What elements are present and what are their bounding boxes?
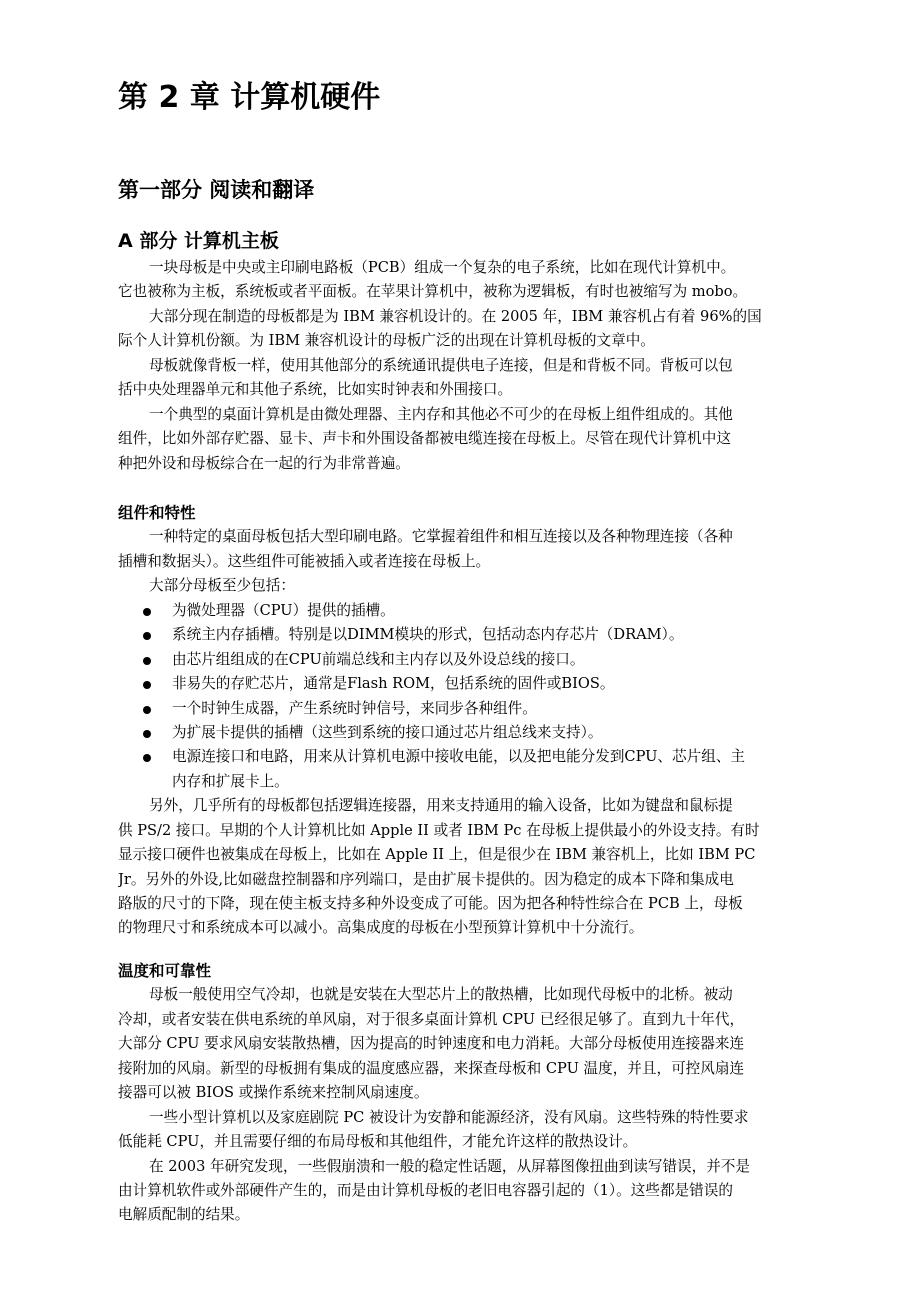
paragraph bbox=[118, 305, 804, 354]
bullet-icon bbox=[143, 706, 151, 714]
temperature-section bbox=[118, 959, 804, 1228]
list-item bbox=[118, 623, 804, 647]
paragraph-line: 冷却，或者安装在供电系统的单风扇，对于很多桌面计算机 CPU 已经很足够了。直到九十年代， bbox=[118, 1010, 745, 1028]
paragraph-line: 一个典型的桌面计算机是由微处理器、主内存和其他必不可少的在母板上组件组成的。其他 bbox=[149, 405, 733, 423]
paragraph bbox=[118, 354, 804, 403]
list-intro: 大部分母板至少包括： bbox=[149, 577, 295, 595]
paragraph-line: Jr。另外的外设,比如磁盘控制器和序列端口，是由扩展卡提供的。因为稳定的成本下降和集成电 bbox=[118, 870, 734, 888]
paragraph-line: 在 2003 年研究发现，一些假崩溃和一般的稳定性话题，从屏幕图像扭曲到读写错误，并不是 bbox=[149, 1157, 750, 1175]
paragraph-line: 组件，比如外部存贮器、显卡、声卡和外围设备都被电缆连接在母板上。尽管在现代计算机中这 bbox=[118, 430, 731, 448]
paragraph-line: 种把外设和母板综合在一起的行为非常普遍。 bbox=[118, 454, 410, 472]
list-item-text: 非易失的存贮芯片，通常是Flash ROM，包括系统的固件或BIOS。 bbox=[172, 675, 615, 693]
paragraph-line: 大部分 CPU 要求风扇安装散热槽，因为提高的时钟速度和电力消耗。大部分母板使用连接器来连 bbox=[118, 1035, 745, 1053]
paragraph-line: 一些小型计算机以及家庭剧院 PC 被设计为安静和能源经济，没有风扇。这些特殊的特性要求 bbox=[149, 1108, 749, 1126]
section-title: A 部分 计算机主板 bbox=[118, 230, 279, 252]
list-item-text: 为扩展卡提供的插槽（这些到系统的接口通过芯片组总线来支持）。 bbox=[172, 723, 603, 741]
paragraph-line: 一种特定的桌面母板包括大型印刷电路。它掌握着组件和相互连接以及各种物理连接（各种 bbox=[149, 528, 733, 546]
paragraph bbox=[118, 1106, 804, 1155]
list-item-text: 为微处理器（CPU）提供的插槽。 bbox=[172, 601, 395, 619]
paragraph-line: 际个人计算机份额。为 IBM 兼容机设计的母板广泛的出现在计算机母板的文章中。 bbox=[118, 332, 655, 350]
paragraph-line: 插槽和数据头）。这些组件可能被插入或者连接在母板上。 bbox=[118, 552, 491, 570]
part-title: 第一部分 阅读和翻译 bbox=[118, 178, 315, 202]
bullet-icon bbox=[143, 657, 151, 665]
list-item bbox=[118, 721, 804, 745]
paragraph-line: 一块母板是中央或主印刷电路板（PCB）组成一个复杂的电子系统，比如在现代计算机中。 bbox=[149, 259, 736, 276]
paragraph-line: 的物理尺寸和系统成本可以减小。高集成度的母板在小型预算计算机中十分流行。 bbox=[118, 919, 644, 937]
paragraph bbox=[118, 794, 804, 941]
paragraph bbox=[118, 983, 804, 1105]
bullet-icon bbox=[143, 681, 151, 689]
list-item bbox=[118, 697, 804, 721]
paragraph-line: 电解质配制的结果。 bbox=[118, 1206, 250, 1224]
paragraph-line: 母板一般使用空气冷却，也就是安装在大型芯片上的散热槽，比如现代母板中的北桥。被动 bbox=[149, 986, 733, 1004]
chapter-title: 第 2 章 计算机硬件 bbox=[118, 80, 381, 115]
list-item-text: 一个时钟生成器，产生系统时钟信号，来同步各种组件。 bbox=[172, 699, 537, 717]
bullet-icon bbox=[143, 754, 151, 762]
list-item bbox=[118, 648, 804, 672]
paragraph-line: 括中央处理器单元和其他子系统，比如实时钟表和外围接口。 bbox=[118, 381, 513, 399]
paragraph-line: 显示接口硬件也被集成在母板上，比如在 Apple II 上，但是很少在 IBM 兼容机上，比如 IBM PC bbox=[118, 846, 756, 864]
list-item bbox=[118, 745, 804, 794]
list-item-text: 电源连接口和电路，用来从计算机电源中接收电能，以及把电能分发到CPU、芯片组、主 bbox=[172, 748, 746, 766]
bullet-icon bbox=[143, 608, 151, 616]
paragraph bbox=[118, 256, 804, 305]
list-item bbox=[118, 599, 804, 623]
paragraph-line: 母板就像背板一样，使用其他部分的系统通讯提供电子连接，但是和背板不同。背板可以包 bbox=[149, 356, 733, 374]
paragraph bbox=[118, 403, 804, 476]
list-item-text: 由芯片组组成的在CPU前端总线和主内存以及外设总线的接口。 bbox=[172, 650, 585, 668]
paragraph-line: 接器可以被 BIOS 或操作系统来控制风扇速度。 bbox=[118, 1084, 429, 1102]
bullet-icon bbox=[143, 730, 151, 738]
feature-list bbox=[118, 599, 804, 795]
paragraph-line: 由计算机软件或外部硬件产生的，而是由计算机母板的老旧电容器引起的（1）。这些都是错误的 bbox=[118, 1181, 733, 1199]
list-item-text: 系统主内存插槽。特别是以DIMM模块的形式，包括动态内存芯片（DRAM）。 bbox=[172, 626, 684, 644]
paragraph-line: 另外，几乎所有的母板都包括逻辑连接器，用来支持通用的输入设备，比如为键盘和鼠标提 bbox=[149, 797, 733, 815]
paragraph-line: 接附加的风扇。新型的母板拥有集成的温度感应器，来探查母板和 CPU 温度，并且，可控风扇连 bbox=[118, 1059, 745, 1077]
paragraph-line: 供 PS/2 接口。早期的个人计算机比如 Apple II 或者 IBM Pc 在母板上提供最小的外设支持。有时 bbox=[118, 821, 760, 839]
components-heading: 组件和特性 bbox=[118, 504, 196, 522]
bullet-icon bbox=[143, 632, 151, 640]
list-item-text: 内存和扩展卡上。 bbox=[172, 772, 289, 790]
paragraph bbox=[118, 1155, 804, 1228]
paragraph-line: 路版的尺寸的下降，现在使主板支持多种外设变成了可能。因为把各种特性综合在 PCB 上，母板 bbox=[118, 895, 743, 912]
section-a-body bbox=[118, 256, 804, 476]
paragraph-line: 它也被称为主板，系统板或者平面板。在苹果计算机中，被称为逻辑板，有时也被缩写为 mobo。 bbox=[118, 283, 748, 301]
list-item bbox=[118, 672, 804, 696]
paragraph-line: 低能耗 CPU，并且需要仔细的布局母板和其他组件，才能允许这样的散热设计。 bbox=[118, 1133, 638, 1151]
temperature-heading: 温度和可靠性 bbox=[118, 962, 212, 980]
paragraph-line: 大部分现在制造的母板都是为 IBM 兼容机设计的。在 2005 年，IBM 兼容机占有着 96%的国 bbox=[149, 307, 762, 325]
components-section bbox=[118, 501, 804, 941]
paragraph bbox=[118, 525, 804, 574]
